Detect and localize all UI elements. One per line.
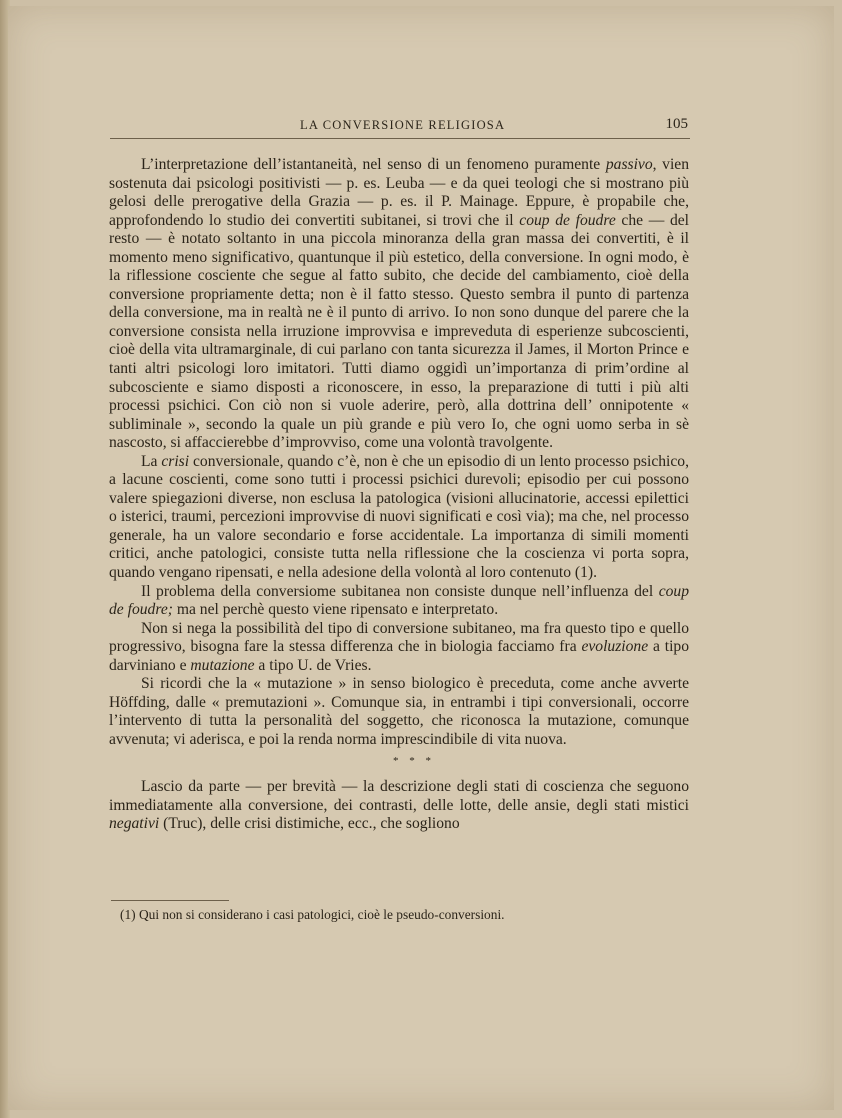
text-run: Non si nega la possibilità del tipo di conversione subitaneo, ma fra questo tipo e quello progressivo, bisogna fare la stessa differenza che in biologia facciamo fra <box>109 619 689 656</box>
running-title: LA CONVERSIONE RELIGIOSA <box>300 118 506 132</box>
text-run: Lascio da parte — per brevità — la descrizione degli stati di coscienza che seguono immediatamente alla conversione, dei contrasti, delle lotte, delle ansie, degli stati mistici <box>109 778 689 814</box>
paragraph <box>109 620 689 676</box>
paragraph <box>109 583 689 620</box>
text-run: L’interpretazione dell’istantaneità, nel senso di un fenomeno puramente <box>141 156 606 173</box>
italic-text: passivo <box>605 156 653 173</box>
italic-text: coup de foudre; <box>109 582 689 619</box>
italic-text: negativi <box>109 815 160 833</box>
paragraphs <box>109 156 689 750</box>
text-run: a tipo U. de Vries. <box>254 656 372 674</box>
paragraph-after-separator <box>109 778 689 834</box>
italic-text: mutazione <box>190 656 255 674</box>
text-run: a tipo darviniano e <box>109 638 689 674</box>
footnote: (1) Qui non si considerano i casi patologici, cioè le pseudo-conversioni. <box>120 907 505 922</box>
text-run: Si ricordi che la « mutazione » in senso biologico è preceduta, come anche avverte Höffding, dalle « premutazioni ». Comunque sia, in entrambi i tipi conversionali, occorre l’intervento di tutta la personalità del soggetto, che riconosca la mutazione, comunque avvenuta; vi aderisca, e poi la renda norma imprescindibile di vita nuova. <box>109 675 689 748</box>
italic-text: coup de foudre <box>519 211 616 229</box>
text-run: Il problema della conversiome subitanea non consiste dunque nell’influenza del <box>141 582 659 600</box>
text-run: che — del resto — è notato soltanto in una piccola minoranza della gran massa dei convertiti, è il momento meno significativo, quantunque il più estetico, della conversione. In ogni modo, è la riflessione cosciente che segue al fatto subito, che decide del cambiamento, cioè della conversione propriamente detta; non è il fatto stesso. Questo sembra il punto di partenza della conversione, ma in realtà ne è il punto di arrivo. Io non sono dunque del parere che la conversione consista nella irruzione improvvisa e impreveduta di esperienze subcoscienti, cioè della vita ultramarginale, di cui parlano con tanta sicurezza il James, il Morton Prince e tanti altri psicologi loro imitatori. Tutti diamo oggidì un’importanza di prim’ordine al subcosciente e siamo disposti a riconoscere, in esso, la preparazione di tutti i più alti processi psichici. Con ciò non si vuole aderire, però, alla dottrina dell’ onnipotente « subliminale », secondo la quale un più grande e più vero Io, che ogni uomo serba in sè nascosto, si affaccierebbe d’improvviso, come una volontà travolgente. <box>109 211 689 452</box>
text-run: ma nel perchè questo viene ripensato e interpretato. <box>172 601 499 619</box>
italic-text: crisi <box>161 452 190 470</box>
running-header <box>110 116 690 139</box>
body-text <box>109 156 689 834</box>
paragraph <box>109 675 689 749</box>
paragraph <box>109 453 689 583</box>
page-number: 105 <box>665 116 688 132</box>
footnote-rule <box>111 900 229 901</box>
paragraph <box>109 156 689 453</box>
italic-text: evoluzione <box>581 638 649 656</box>
text-run: (Truc), delle crisi distimiche, ecc., che sogliono <box>159 815 460 833</box>
text-run: conversionale, quando c’è, non è che un episodio di un lento processo psichico, a lacune coscienti, come sono tutti i processi psichici durevoli; episodio per cui possono valere spiegazioni diverse, non esclusa la patologica (visioni allucinatorie, accessi epilettici o isterici, traumi, percezioni improvvise di nuovi significati e così via); ma che, nel processo generale, ha un valore secondario e forse accidentale. La importanza di simili momenti critici, anche patologici, consiste tutta nella riflessione che la coscienza vi porta sopra, quando vengano ripensati, e nella adesione della volontà al loro contenuto (1). <box>109 452 689 582</box>
section-separator: * * * <box>393 754 435 767</box>
text-run: La <box>141 452 162 470</box>
text-run: , vien sostenuta dai psicologi positivisti — p. es. Leuba — e da quei teologi che si mostrano più gelosi delle prerogative della Grazia — p. es. il P. Mainage. Eppure, è propabile che, approfondendo lo studio dei convertiti subitanei, si trovi che il <box>109 156 689 229</box>
